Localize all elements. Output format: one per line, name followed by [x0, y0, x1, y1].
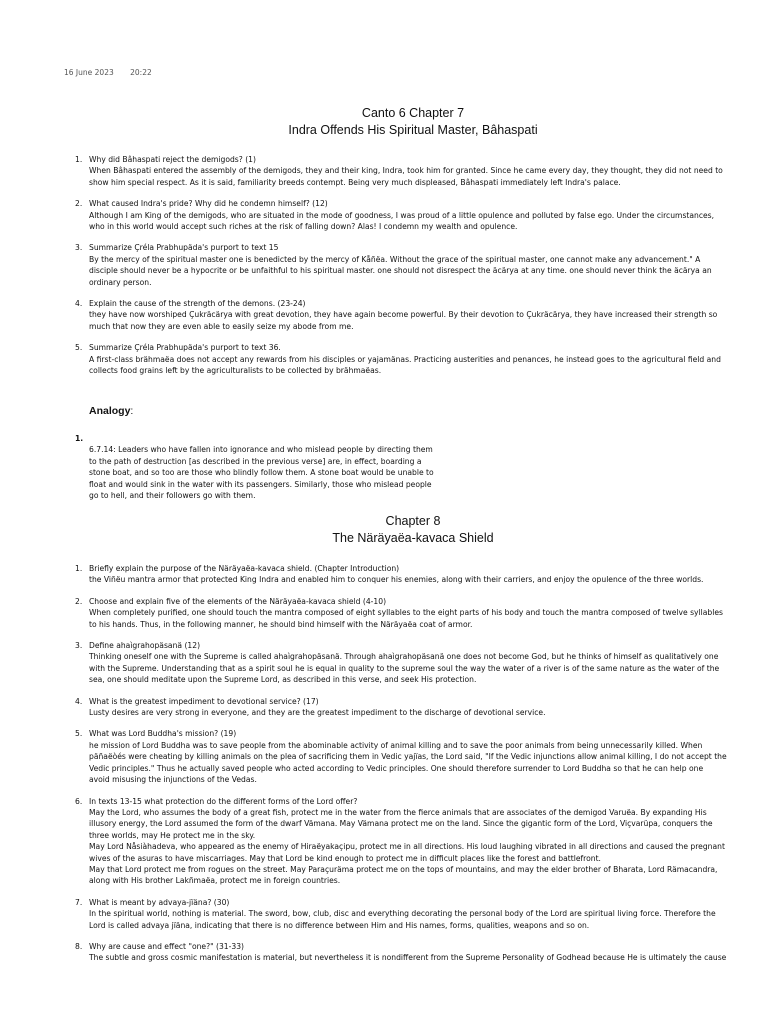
list-item: 3. Summarize Çréla Prabhupäda's purport to text 15 By the mercy of the spiritual master one is benedicted by the mercy of Kåñëa. Without the grace of the spiritual master, one cannot make any advancement." A disciple should never be a hypocrite or be unfaithful to his spiritual master. one should not disrespect the äcärya at any time. one should never think the äcärya an ordinary person. — [0, 242, 768, 288]
question: What is the greatest impediment to devotional service? (17) — [89, 696, 319, 706]
question: Explain the cause of the strength of the demons. (23-24) — [89, 299, 306, 309]
canto-title: Canto 6 Chapter 7 — [361, 106, 465, 120]
answer: In the spiritual world, nothing is material. The sword, bow, club, disc and everything decorating the personal body of the Lord are spiritual living force. Therefore the Lord is called advaya jïäna, indicating that there is no difference between Him and His names, forms, qualities, weapons and so on. — [89, 909, 716, 930]
date: 16 June 2023 — [64, 68, 114, 77]
chapter7-heading — [0, 105, 768, 139]
answer: By the mercy of the spiritual master one is benedicted by the mercy of Kåñëa. Without the grace of the spiritual master, one cannot make any advancement." A disciple should never be a hypocrite or be unfaithful to his spiritual master. one should not disrespect the äcärya at any time. one should never think the äcärya an ordinary person. — [89, 254, 712, 287]
question: What was Lord Buddha's mission? (19) — [89, 729, 237, 739]
list-item: 1. 6.7.14: Leaders who have fallen into ignorance and who mislead people by directing them to the path of destruction [as described in the previous verse] are, in effect, boarding a stone boat, and so too are those who blindly follow them. A stone boat would be unable to float and would sink in the water with its passengers. Similarly, those who mislead people go to hell, and their followers go with them. — [75, 434, 434, 501]
question: Why are cause and effect "one?" (31-33) — [89, 941, 245, 951]
list-item: 5. Summarize Çréla Prabhupäda's purport to text 36. A first-class brähmaëa does not accept any rewards from his disciples or yajamänas. Practicing austerities and penances, he instead goes to the agricultural field and collects food grains left by the agriculturalists to be collected by brähmaëas. — [0, 342, 768, 376]
question: Summarize Çréla Prabhupäda's purport to text 36. — [89, 343, 281, 353]
question: Why did Bâhaspati reject the demigods? (1) — [89, 155, 256, 164]
analogy-text: 6.7.14: Leaders who have fallen into ignorance and who mislead people by directing them to the path of destruction [as described in the previous verse] are, in effect, boarding a stone boat, and so too are those who blindly follow them. A stone boat would be unable to float and would sink in the water with its passengers. Similarly, those who mislead people go to hell, and their followers go with them. — [89, 445, 434, 501]
list-item: 4. What is the greatest impediment to devotional service? (17) Lusty desires are very strong in everyone, and they are the greatest impediment to the discharge of devotional service. — [0, 696, 768, 719]
list-item: 4. Explain the cause of the strength of the demons. (23-24) they have now worshiped Çukräcärya with great devotion, they have again become powerful. By their devotion to Çukräcärya, they have increased their strength so much that now they are even able to easily seize my abode from me. — [0, 298, 768, 332]
list-item: 1. Why did Bâhaspati reject the demigods? (1) When Bâhaspati entered the assembly of the demigods, they and their king, Indra, took him for granted. Since he came every day, they thought, they did not need to show him special respect. As it is said, familiarity breeds contempt. Being very much displeased, Bâhaspati immediately left Indra's palace. — [0, 154, 768, 188]
list-item: 5. What was Lord Buddha's mission? (19) he mission of Lord Buddha was to save people from the abominable activity of animal killing and to save the poor animals from being unnecessarily killed. When päñaëòés were cheating by killing animals on the plea of sacrificing them in Vedic yajïas, the Lord said, "If the Vedic injunctions allow animal killing, I do not accept the Vedic principles." Thus he actually saved people who acted according to Vedic principles. One should therefore surrender to Lord Buddha so that he can help one avoid misusing the injunctions of the Vedas. — [0, 728, 768, 785]
list-item: 1. Briefly explain the purpose of the Näräyaëa-kavaca shield. (Chapter Introduction) the Viñëu mantra armor that protected King Indra and enabled him to conquer his enemies, along with their carriers, and enjoy the opulence of the three worlds. — [0, 563, 768, 586]
chapter8-title: The Näräyaëa-kavaca Shield — [332, 531, 494, 545]
answer: the Viñëu mantra armor that protected King Indra and enabled him to conquer his enemies, along with their carriers, and enjoy the opulence of the three worlds. — [89, 575, 704, 585]
answer: Although I am King of the demigods, who are situated in the mode of goodness, I was proud of a little opulence and polluted by false ego. Under the circumstances, who in this world would accept such riches at the risk of falling down? Alas! I condemn my wealth and opulence. — [89, 210, 715, 232]
question: In texts 13-15 what protection do the different forms of the Lord offer? — [89, 796, 358, 806]
question: Summarize Çréla Prabhupäda's purport to text 15 — [89, 243, 279, 253]
list-item: 3. Define ahaìgrahopäsanä (12) Thinking oneself one with the Supreme is called ahaìgrahopäsanä. Through ahaìgrahopäsanä one does not become God, but he thinks of himself as qualitatively one with the Supreme. Understanding that as a spirit soul he is equal in quality to the supreme soul the way the water of a river is of the same nature as the water of the sea, one should meditate upon the Supreme Lord, as described in this verse, and seek His protection. — [0, 640, 768, 686]
answer: Thinking oneself one with the Supreme is called ahaìgrahopäsanä. Through ahaìgrahopäsanä one does not become God, but he thinks of himself as qualitatively one with the Supreme. Understanding that as a spirit soul he is equal in quality to the supreme soul the way the water of a river is of the same nature as the water of the sea, one should meditate upon the Supreme Lord, as described in this verse, and seek His protection. — [89, 652, 720, 685]
question: Define ahaìgrahopäsanä (12) — [89, 641, 201, 651]
answer: May the Lord, who assumes the body of a great fish, protect me in the water from the fierce animals that are associates of the demigod Varuëa. By expanding His illusory energy, the Lord assumed the form of the dwarf Vämana. May Vämana protect me on the land. Since the gigantic form of the Lord, Viçvarüpa, conquers the three worlds, may He protect me in the sky. May Lord Nåsiàhadeva, who appeared as the enemy of Hiraëyakaçipu, protect me in all directions. His loud laughing vibrated in all directions and caused the pregnant wives of the asuras to have miscarriages. May that Lord be kind enough to protect me in difficult places like the forest and battlefront. May that Lord protect me from rogues on the street. May Paraçuräma protect me on the tops of mountains, and may the elder brother of Bharata, Lord Rämacandra, along with His brother Lakñmaëa, protect me in foreign countries. — [89, 807, 725, 886]
question: What caused Indra's pride? Why did he condemn himself? (12) — [89, 199, 328, 209]
question: What is meant by advaya-jïäna? (30) — [89, 897, 230, 907]
chapter8-questions — [0, 563, 768, 974]
question: Briefly explain the purpose of the Näräyaëa-kavaca shield. (Chapter Introduction) — [89, 564, 400, 573]
timestamp — [64, 68, 166, 77]
chapter8-number: Chapter 8 — [385, 514, 441, 528]
time: 20:22 — [130, 68, 152, 77]
answer: he mission of Lord Buddha was to save people from the abominable activity of animal killing and to save the poor animals from being unnecessarily killed. When päñaëòés were cheating by killing animals on the plea of sacrificing them in Vedic yajïas, the Lord said, "If the Vedic injunctions allow animal killing, I do not accept the Vedic principles." Thus he actually saved people who acted according to Vedic principles. One should therefore surrender to Lord Buddha so that he can help one avoid misusing the injunctions of the Vedas. — [89, 740, 727, 785]
answer: When Bâhaspati entered the assembly of the demigods, they and their king, Indra, took him for granted. Since he came every day, they thought, they did not need to show him special respect. As it is said, familiarity breeds contempt. Being very much displeased, Bâhaspati immediately left Indra's palace. — [89, 166, 723, 187]
answer: Lusty desires are very strong in everyone, and they are the greatest impediment to the discharge of devotional service. — [89, 708, 546, 718]
answer: When completely purified, one should touch the mantra composed of eight syllables to the eight parts of his body and touch the mantra composed of twelve syllables to his hands. Thus, in the following manner, he should bind himself with the Näräyaëa coat of armor. — [89, 608, 723, 629]
list-item: 2. Choose and explain five of the elements of the Näräyaëa-kavaca shield (4-10) When completely purified, one should touch the mantra composed of eight syllables to the eight parts of his body and touch the mantra composed of twelve syllables to his hands. Thus, in the following manner, he should bind himself with the Näräyaëa coat of armor. — [0, 596, 768, 630]
question: Choose and explain five of the elements of the Näräyaëa-kavaca shield (4-10) — [89, 596, 387, 606]
chapter7-title: Indra Offends His Spiritual Master, Bâhaspati — [288, 123, 538, 137]
list-item: 8. Why are cause and effect "one?" (31-33) The subtle and gross cosmic manifestation is material, but nevertheless it is nondifferent from the Supreme Personality of Godhead because He is ultimately the cause — [0, 941, 768, 964]
chapter8-heading — [0, 513, 768, 547]
chapter7-questions — [0, 154, 768, 387]
answer: they have now worshiped Çukräcärya with great devotion, they have again become powerful. By their devotion to Çukräcärya, they have increased their strength so much that now they are even able to easily seize my abode from me. — [89, 310, 718, 331]
analogy-list — [0, 433, 470, 501]
answer: A first-class brähmaëa does not accept any rewards from his disciples or yajamänas. Practicing austerities and penances, he instead goes to the agricultural field and collects food grains left by the agriculturalists to be collected by brähmaëas. — [89, 354, 721, 376]
analogy-heading: Analogy: — [89, 405, 134, 417]
list-item: 7. What is meant by advaya-jïäna? (30) In the spiritual world, nothing is material. The sword, bow, club, disc and everything decorating the personal body of the Lord are spiritual living force. Therefore the Lord is called advaya jïäna, indicating that there is no difference between Him and His names, forms, qualities, weapons and so on. — [0, 897, 768, 931]
list-item: 2. What caused Indra's pride? Why did he condemn himself? (12) Although I am King of the demigods, who are situated in the mode of goodness, I was proud of a little opulence and polluted by false ego. Under the circumstances, who in this world would accept such riches at the risk of falling down? Alas! I condemn my wealth and opulence. — [0, 198, 768, 232]
list-item: 6. In texts 13-15 what protection do the different forms of the Lord offer? May the Lord, who assumes the body of a great fish, protect me in the water from the fierce animals that are associates of the demigod Varuëa. By expanding His illusory energy, the Lord assumed the form of the dwarf Vämana. May Vämana protect me on the land. Since the gigantic form of the Lord, Viçvarüpa, conquers the three worlds, may He protect me in the sky. May Lord Nåsiàhadeva, who appeared as the enemy of Hiraëyakaçipu, protect me in all directions. His loud laughing vibrated in all directions and caused the pregnant wives of the asuras to have miscarriages. May that Lord be kind enough to protect me in difficult places like the forest and battlefront. May that Lord protect me from rogues on the street. May Paraçuräma protect me on the tops of mountains, and may the elder brother of Bharata, Lord Rämacandra, along with His brother Lakñmaëa, protect me in foreign countries. — [0, 796, 768, 887]
answer: The subtle and gross cosmic manifestation is material, but nevertheless it is nondifferent from the Supreme Personality of Godhead because He is ultimately the cause — [89, 953, 727, 963]
